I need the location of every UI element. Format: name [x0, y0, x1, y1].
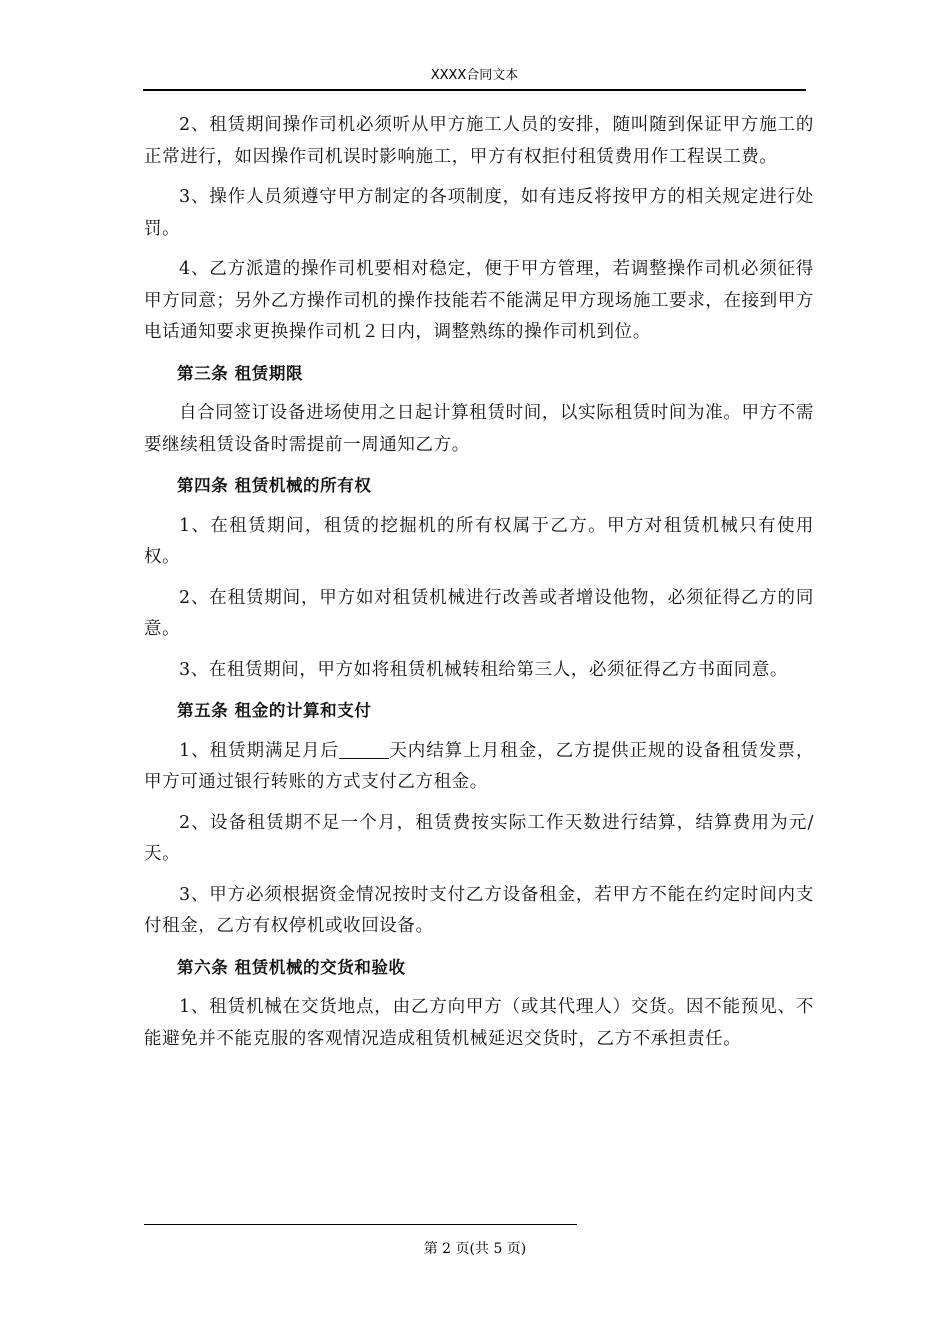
article-heading: 第三条 租赁期限 [177, 363, 304, 383]
clause-paragraph: 2、租赁期间操作司机必须听从甲方施工人员的安排，随叫随到保证甲方施工的正常进行，如因操作司机误时影响施工，甲方有权拒付租赁费用作工程误工费。 [144, 115, 814, 167]
clause-paragraph: 3、在租赁期间，甲方如将租赁机械转租给第三人，必须征得乙方书面同意。 [179, 659, 789, 680]
clause-paragraph [144, 736, 814, 799]
clause-paragraph: 1、在租赁期间，租赁的挖掘机的所有权属于乙方。甲方对租赁机械只有使用权。 [144, 515, 814, 567]
clause-paragraph: 2、设备租赁期不足一个月，租赁费按实际工作天数进行结算，结算费用为元/天。 [144, 812, 814, 864]
clause-paragraph: 自合同签订设备进场使用之日起计算租赁时间，以实际租赁时间为准。甲方不需要继续租赁设备时需提前一周通知乙方。 [144, 403, 814, 455]
clause-paragraph: 2、在租赁期间，甲方如对租赁机械进行改善或者增设他物，必须征得乙方的同意。 [144, 587, 814, 639]
clause-text: 1、租赁期满足月后 [179, 740, 339, 761]
clause-paragraph: 3、甲方必须根据资金情况按时支付乙方设备租金，若甲方不能在约定时间内支付租金，乙方有权停机或收回设备。 [144, 884, 814, 936]
page-number: 第 2 页(共 5 页) [423, 1241, 527, 1257]
footer-divider [144, 1224, 577, 1225]
page-header: XXXX合同文本 [143, 64, 806, 91]
article-heading: 第六条 租赁机械的交货和验收 [177, 957, 406, 977]
article-heading: 第五条 租金的计算和支付 [177, 701, 372, 720]
clause-paragraph: 1、租赁机械在交货地点，由乙方向甲方（或其代理人）交货。因不能预见、不能避免并不能克服的客观情况造成租赁机械延迟交货时，乙方不承担责任。 [144, 997, 814, 1049]
fill-in-blank [339, 740, 389, 759]
clause-paragraph: 3、操作人员须遵守甲方制定的各项制度，如有违反将按甲方的相关规定进行处罚。 [144, 187, 814, 239]
document-body [144, 110, 814, 1055]
article-heading: 第四条 租赁机械的所有权 [177, 476, 372, 495]
clause-paragraph: 4、乙方派遣的操作司机要相对稳定，便于甲方管理，若调整操作司机必须征得甲方同意；另外乙方操作司机的操作技能若不能满足甲方现场施工要求，在接到甲方电话通知要求更换操作司机２日内，调整熟练的操作司机到位。 [144, 259, 814, 342]
clause-text: 天内结算上月租金，乙方提供正规的设备租赁发票，甲方可通过银行转账的方式支付乙方租金。 [144, 740, 814, 792]
